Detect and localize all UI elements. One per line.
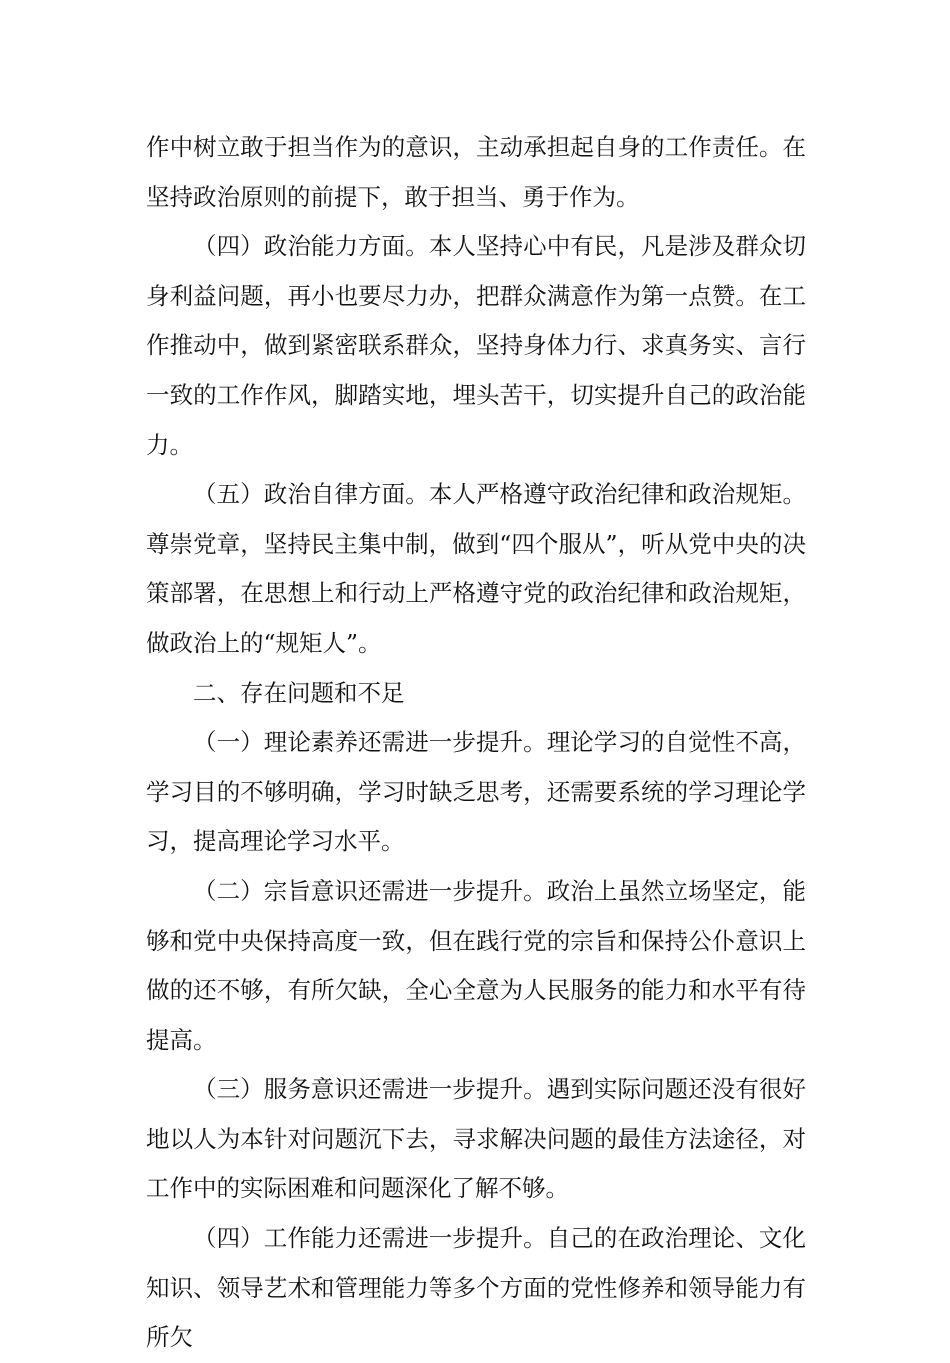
document-body — [146, 123, 806, 1363]
paragraph-continuation: 作中树立敢于担当作为的意识，主动承担起自身的工作责任。在坚持政治原则的前提下，敢于担当、勇于作为。 — [146, 133, 806, 211]
paragraph-political-ability: （四）政治能力方面。本人坚持心中有民，凡是涉及群众切身利益问题，再小也要尽力办，把群众满意作为第一点赞。在工作推动中，做到紧密联系群众，坚持身体力行、求真务实、言行一致的工作作风，脚踏实地，埋头苦干，切实提升自己的政治能力。 — [146, 232, 806, 459]
paragraph-work-ability: （四）工作能力还需进一步提升。自己的在政治理论、文化知识、领导艺术和管理能力等多个方面的党性修养和领导能力有所欠 — [146, 1224, 806, 1352]
paragraph-purpose-awareness: （二）宗旨意识还需进一步提升。政治上虽然立场坚定，能够和党中央保持高度一致，但在践行党的宗旨和保持公仆意识上做的还不够，有所欠缺，全心全意为人民服务的能力和水平有待提高。 — [146, 876, 806, 1054]
paragraph-theory-literacy: （一）理论素养还需进一步提升。理论学习的自觉性不高，学习目的不够明确，学习时缺乏思考，还需要系统的学习理论学习，提高理论学习水平。 — [146, 728, 806, 856]
paragraph-service-awareness: （三）服务意识还需进一步提升。遇到实际问题还没有很好地以人为本针对问题沉下去，寻求解决问题的最佳方法途径，对工作中的实际困难和问题深化了解不够。 — [146, 1075, 806, 1203]
paragraph-political-discipline: （五）政治自律方面。本人严格遵守政治纪律和政治规矩。尊崇党章，坚持民主集中制，做到“四个服从”，听从党中央的决策部署，在思想上和行动上严格遵守党的政治纪律和政治规矩，做政治上的“规矩人”。 — [146, 480, 806, 657]
section-heading-problems: 二、存在问题和不足 — [193, 678, 405, 707]
